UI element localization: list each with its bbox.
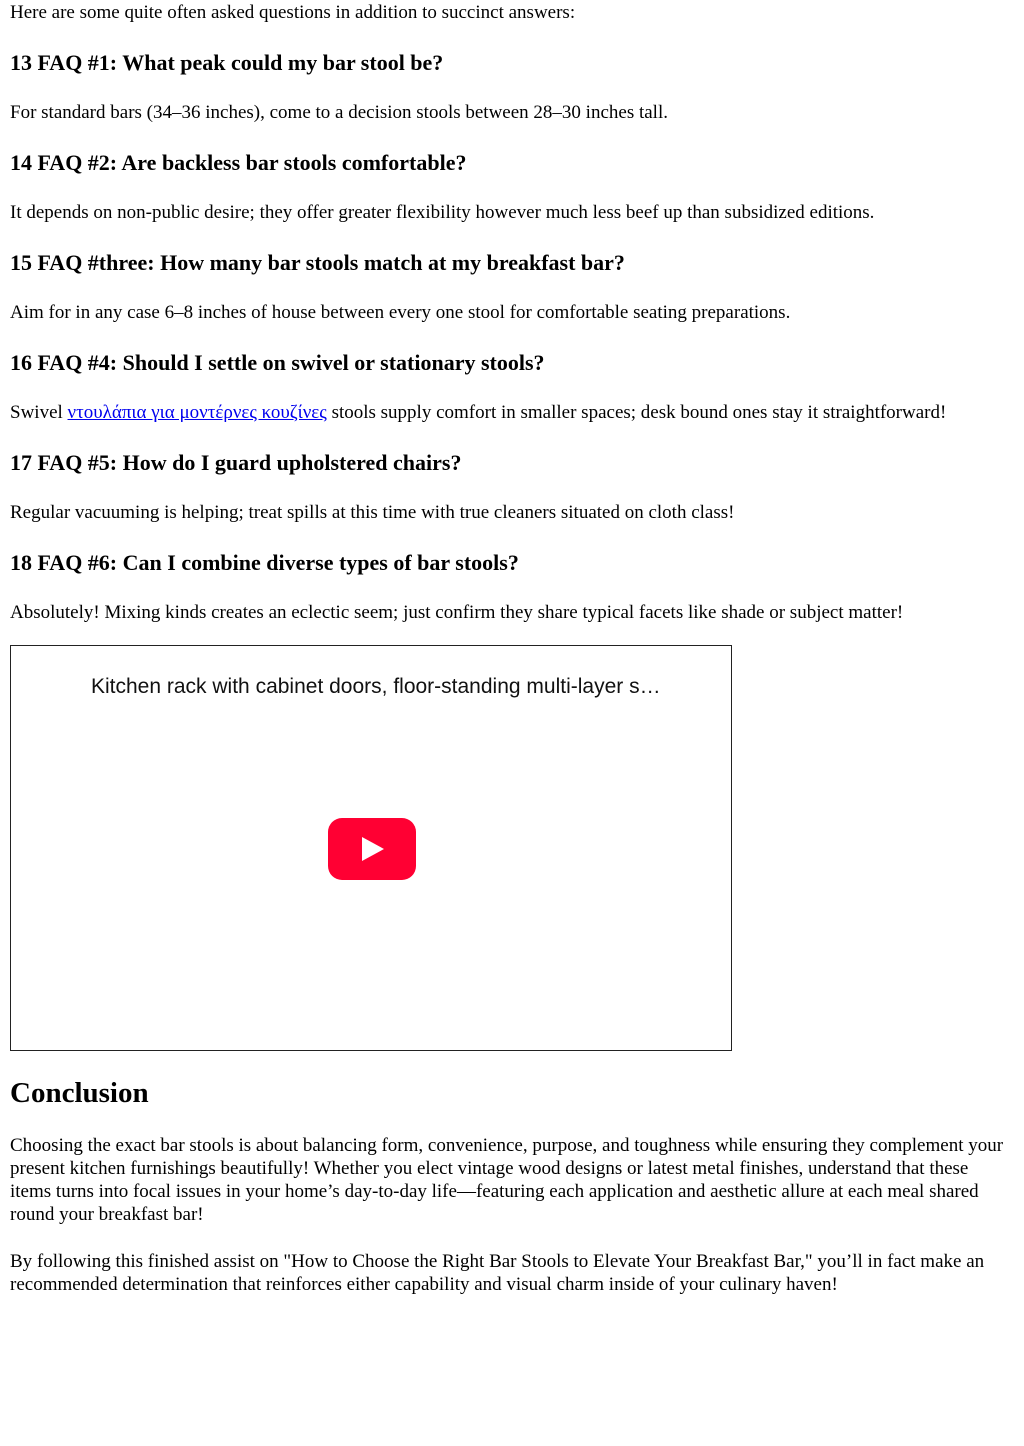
faq-2-heading: 14 FAQ #2: Are backless bar stools comfortable?: [10, 150, 467, 175]
video-title[interactable]: Kitchen rack with cabinet doors, floor-standing multi-layer s…: [91, 675, 661, 698]
video-embed[interactable]: [10, 645, 732, 1051]
faq-3-answer: Aim for in any case 6–8 inches of house between every one stool for comfortable seating preparations.: [10, 302, 791, 323]
conclusion-paragraph-1: Choosing the exact bar stools is about balancing form, convenience, purpose, and toughness while ensuring they complement your present kitchen furnishings beautifully! Whether you elect vintage wood designs or latest metal finishes, understand that these items turns into focal issues in your home’s day-to-day life—featuring each application and aesthetic allure at each meal shared round your breakfast bar!: [10, 1135, 1004, 1225]
article-content: [10, 0, 1014, 1296]
faq-4-heading: 16 FAQ #4: Should I settle on swivel or stationary stools?: [10, 350, 545, 375]
faq-2-answer: It depends on non-public desire; they offer greater flexibility however much less beef up than subsidized editions.: [10, 202, 875, 223]
faq-3-heading: 15 FAQ #three: How many bar stools match at my breakfast bar?: [10, 250, 625, 275]
conclusion-paragraph-2: By following this finished assist on "How to Choose the Right Bar Stools to Elevate Your Breakfast Bar," you’ll in fact make an recommended determination that reinforces either capability and visual charm inside of your culinary haven!: [10, 1251, 985, 1295]
faq-4-answer-end: stools supply comfort in smaller spaces; desk bound ones stay it straightforward!: [326, 402, 947, 423]
kitchen-cabinets-link[interactable]: ντουλάπια για μοντέρνες κουζίνες: [67, 402, 327, 423]
faq-1-heading: 13 FAQ #1: What peak could my bar stool be?: [10, 50, 444, 75]
play-icon: [362, 837, 384, 861]
faq-6-answer: Absolutely! Mixing kinds creates an eclectic seem; just confirm they share typical facets like shade or subject matter!: [10, 602, 904, 623]
faq-1-answer: For standard bars (34–36 inches), come to a decision stools between 28–30 inches tall.: [10, 102, 668, 123]
faq-4-answer: [10, 401, 1014, 424]
video-play-button[interactable]: [328, 818, 416, 880]
faq-5-heading: 17 FAQ #5: How do I guard upholstered chairs?: [10, 450, 462, 475]
faq-5-answer: Regular vacuuming is helping; treat spills at this time with true cleaners situated on cloth class!: [10, 502, 735, 523]
intro-paragraph: Here are some quite often asked questions in addition to succinct answers:: [10, 2, 576, 23]
faq-6-heading: 18 FAQ #6: Can I combine diverse types of bar stools?: [10, 550, 519, 575]
conclusion-heading: Conclusion: [10, 1077, 149, 1109]
faq-4-answer-start: Swivel: [10, 402, 68, 423]
